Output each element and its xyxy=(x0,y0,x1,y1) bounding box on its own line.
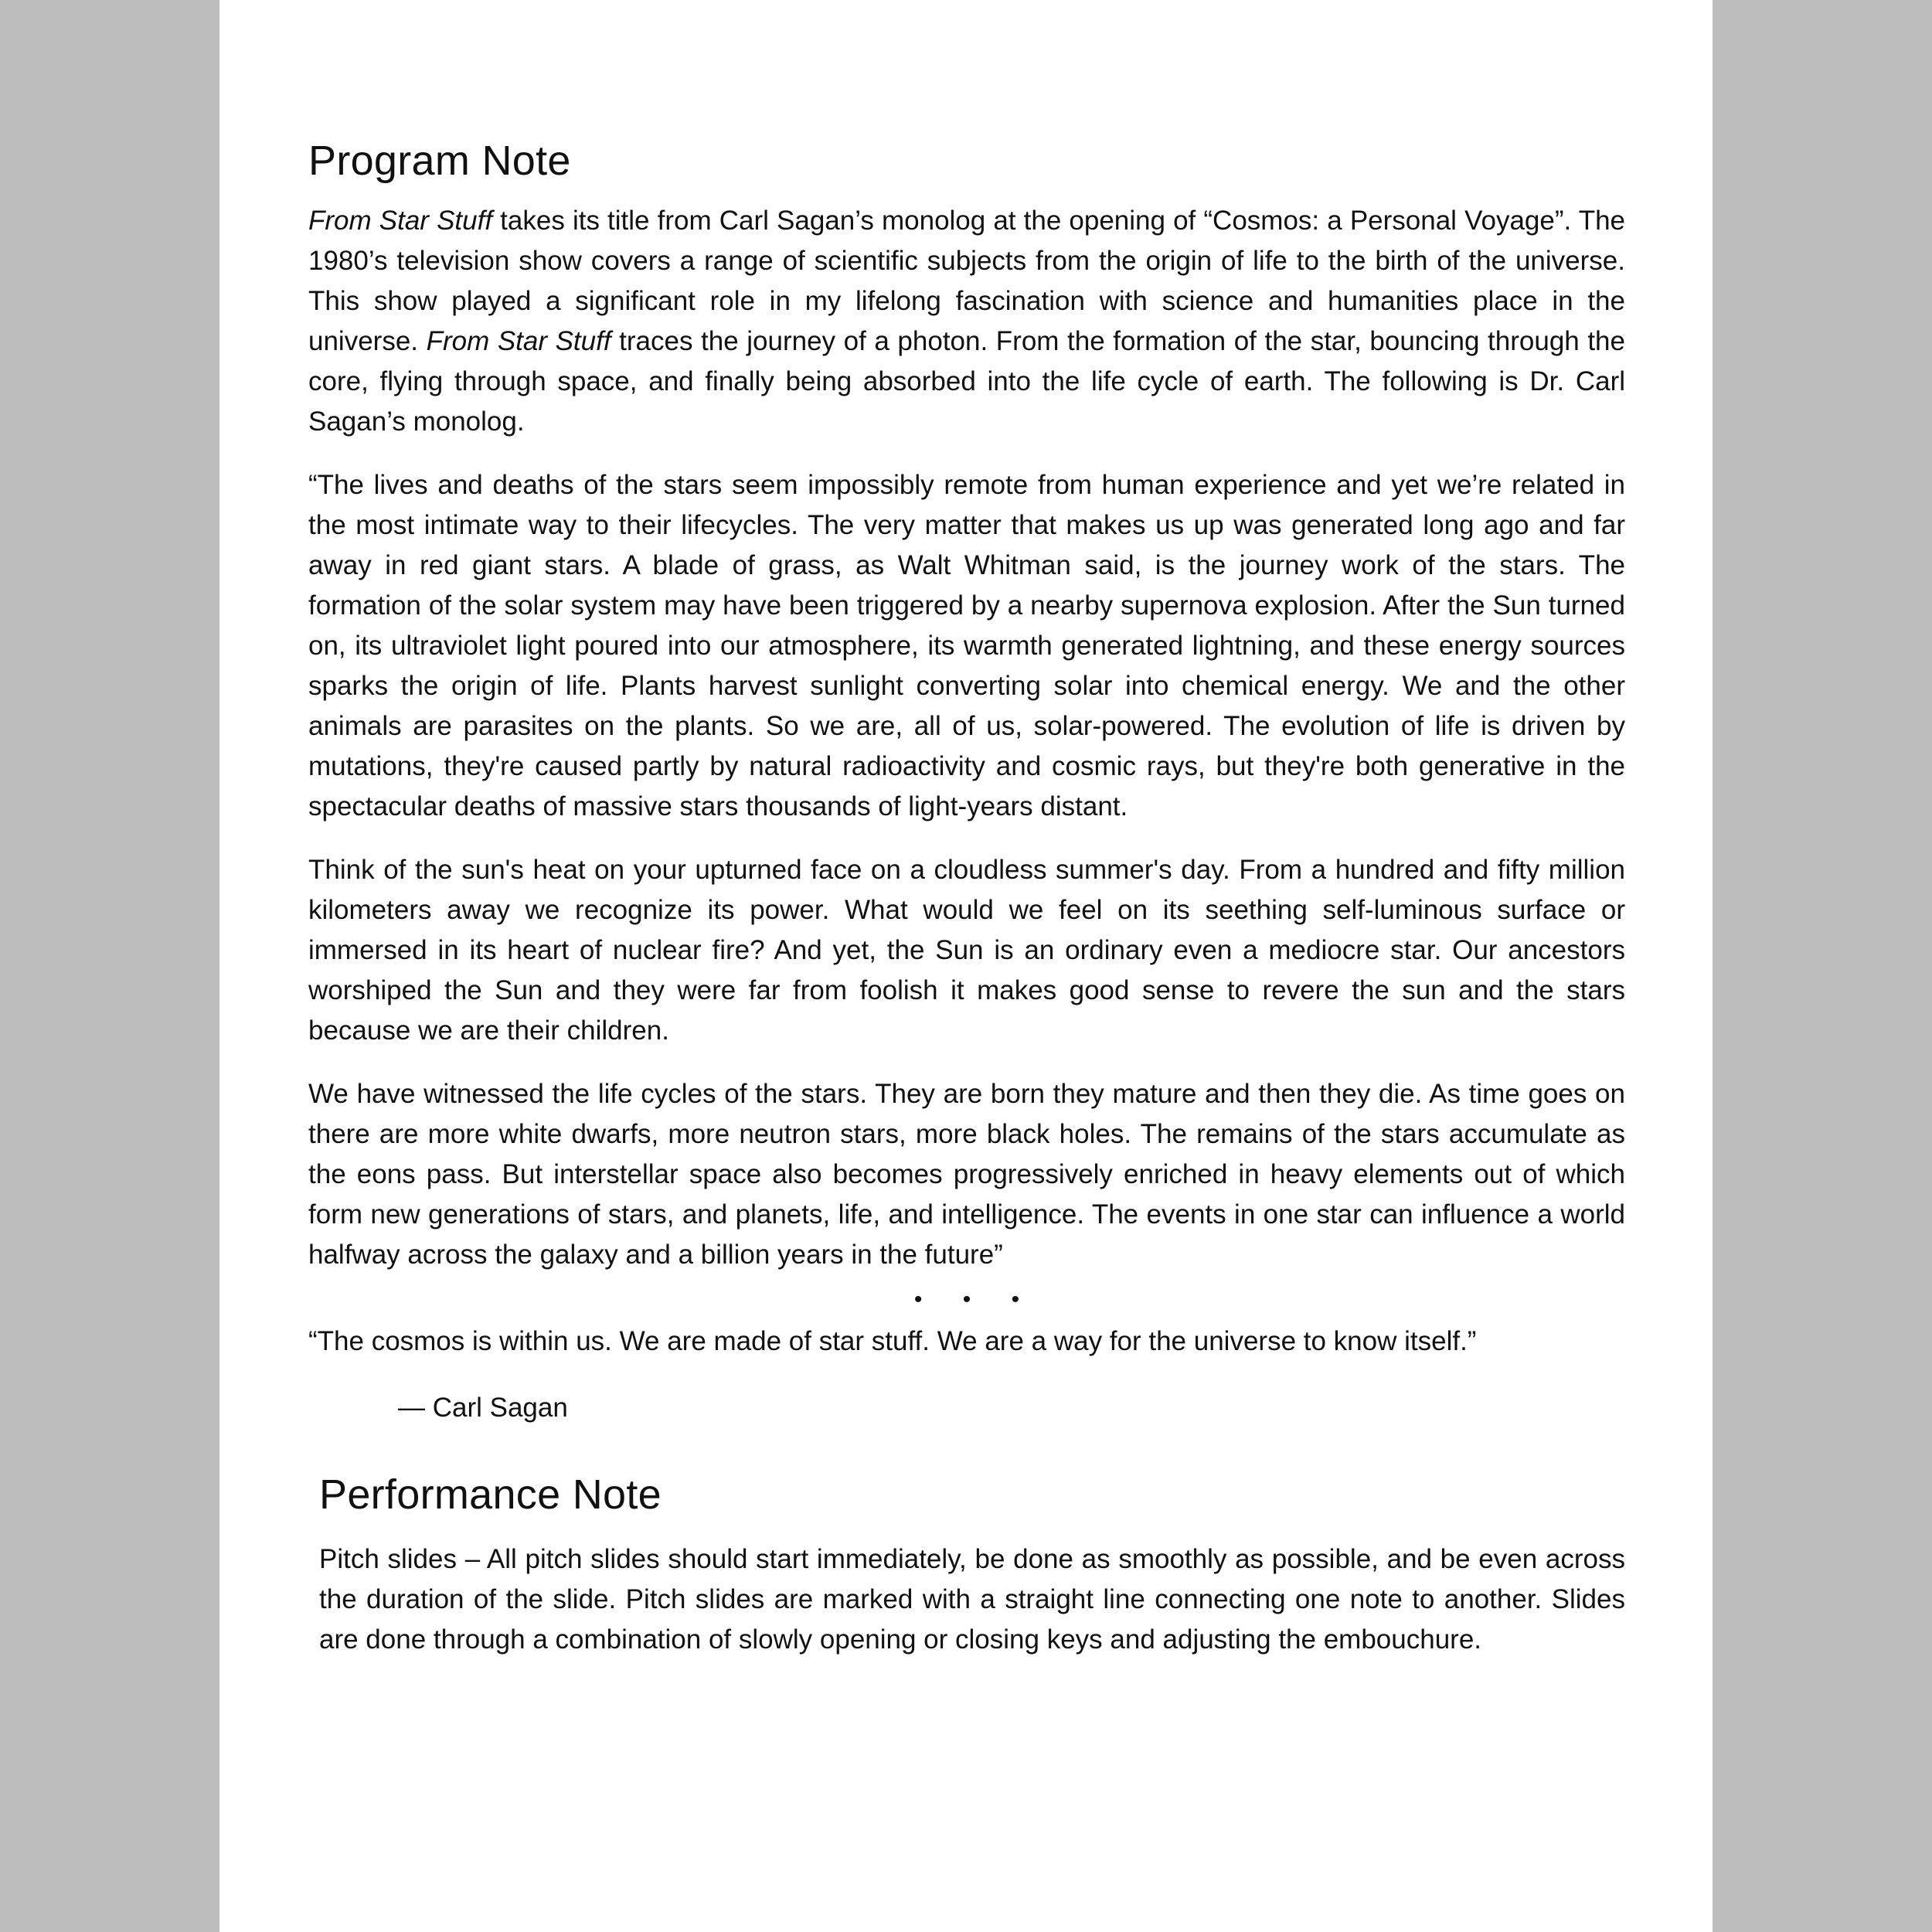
section-separator: • • • xyxy=(913,1287,1037,1312)
performance-note-heading: Performance Note xyxy=(319,1471,662,1518)
document-page xyxy=(219,0,1713,1932)
performance-note-section xyxy=(308,1464,1625,1660)
work-title-italic: From Star Stuff xyxy=(308,206,493,236)
performance-note-paragraph: Pitch slides – All pitch slides should start immediately, be done as smoothly as possible, and be even across the duration of the slide. Pitch slides are marked with a straight line connecting one note to another. Slides are done through a combination of slowly opening or closing keys and adjusting the embouchure. xyxy=(319,1544,1625,1655)
program-note-heading: Program Note xyxy=(308,138,571,184)
quote-attribution: — Carl Sagan xyxy=(398,1393,568,1423)
program-note-paragraph-4: We have witnessed the life cycles of the stars. They are born they mature and then they die. As time goes on there are more white dwarfs, more neutron stars, more black holes. The remains of the stars accumulate as the eons pass. But interstellar space also becomes progressively enriched in heavy elements out of which form new generations of stars, and planets, life, and intelligence. The events in one star can influence a world halfway across the galaxy and a billion years in the future” xyxy=(308,1079,1625,1270)
program-note-paragraph-2: “The lives and deaths of the stars seem impossibly remote from human experience and yet we’re related in the most intimate way to their lifecycles. The very matter that makes us up was generated long ago and far away in red giant stars. A blade of grass, as Walt Whitman said, is the journey work of the stars. The formation of the solar system may have been triggered by a nearby supernova explosion. After the Sun turned on, its ultraviolet light poured into our atmosphere, its warmth generated lightning, and these energy sources sparks the origin of life. Plants harvest sunlight converting solar into chemical energy. We and the other animals are parasites on the plants. So we are, all of us, solar-powered. The evolution of life is driven by mutations, they're caused partly by natural radioactivity and cosmic rays, but they're both generative in the spectacular deaths of massive stars thousands of light-years distant. xyxy=(308,470,1625,821)
program-note-paragraph-3: Think of the sun's heat on your upturned face on a cloudless summer's day. From a hundred and fifty million kilometers away we recognize its power. What would we feel on its seething self-luminous surface or immersed in its heart of nuclear fire? And yet, the Sun is an ordinary even a mediocre star. Our ancestors worshiped the Sun and they were far from foolish it makes good sense to revere the sun and the stars because we are their children. xyxy=(308,855,1625,1046)
sagan-quote: “The cosmos is within us. We are made of star stuff. We are a way for the universe to know itself.” xyxy=(308,1326,1477,1356)
page-content xyxy=(308,130,1625,1660)
paragraph-text: traces the journey of a photon. From the formation of the star, bouncing through the core, flying through space, and finally being absorbed into the life cycle of earth. The following is Dr. Carl Sagan’s monolog. xyxy=(308,326,1625,437)
program-note-paragraph-1 xyxy=(308,201,1625,442)
work-title-italic: From Star Stuff xyxy=(426,326,611,356)
paragraph-text: takes its title from Carl Sagan’s monolog at the opening of “Cosmos: a Personal Voyage”. The 1980’s television show covers a range of scientific subjects from the origin of life to the birth of the universe. This show played a significant role in my lifelong fascination with science and humanities place in the universe. xyxy=(308,206,1626,356)
